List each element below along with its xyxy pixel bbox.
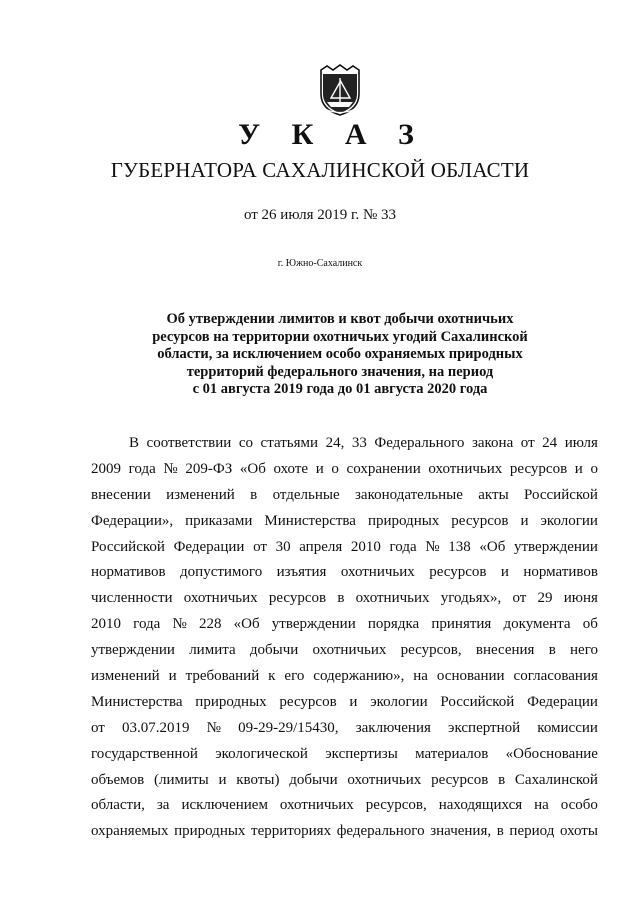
body-word: значения, bbox=[430, 823, 492, 840]
body-word: природных bbox=[367, 512, 440, 529]
body-word: квоты) bbox=[236, 771, 280, 788]
body-word: года bbox=[133, 616, 161, 633]
body-word: материалов bbox=[415, 745, 489, 762]
body-word: законодательные bbox=[354, 486, 463, 503]
body-word: нормативов bbox=[91, 564, 166, 581]
body-line bbox=[91, 638, 598, 664]
body-word: о bbox=[590, 460, 598, 477]
body-word: и bbox=[218, 771, 227, 788]
body-word: охраняемых bbox=[91, 823, 169, 840]
body-word: государственной bbox=[91, 745, 198, 762]
body-word: 2009 bbox=[91, 460, 121, 477]
body-word: к bbox=[268, 668, 276, 685]
body-word: закона bbox=[471, 435, 514, 451]
coat-of-arms-emblem bbox=[317, 64, 363, 116]
body-word: Министерства bbox=[91, 693, 183, 710]
body-word: и bbox=[168, 668, 177, 685]
body-line bbox=[91, 560, 598, 586]
body-word: утверждении bbox=[514, 538, 598, 555]
body-word: «Об bbox=[239, 460, 266, 477]
body-word: охоте bbox=[273, 460, 309, 477]
body-word: нормативов bbox=[523, 564, 598, 581]
document-title: У К А З bbox=[238, 118, 426, 151]
body-word: ресурсов bbox=[451, 512, 509, 529]
body-word: в bbox=[250, 486, 258, 503]
body-word: июня bbox=[563, 590, 598, 607]
body-word: 2010 bbox=[350, 538, 381, 555]
body-word: ресурсов bbox=[279, 693, 337, 710]
body-word: о bbox=[331, 460, 339, 477]
body-word: ресурсов bbox=[509, 460, 568, 477]
body-word: в bbox=[498, 771, 506, 788]
body-word: внесения bbox=[475, 642, 535, 659]
body-line bbox=[91, 793, 598, 819]
body-word: ресурсов bbox=[431, 771, 489, 788]
heading-line: с 01 августа 2019 года до 01 августа 2020 года bbox=[192, 381, 488, 397]
body-word: приказами bbox=[185, 512, 253, 529]
body-word: экспертной bbox=[448, 719, 521, 736]
body-word: угодьях», bbox=[440, 590, 502, 607]
body-line bbox=[91, 457, 598, 483]
body-word: 228 bbox=[198, 616, 222, 633]
body-word: лимита bbox=[189, 642, 236, 659]
body-word: соответствии bbox=[146, 435, 232, 451]
decree-body bbox=[91, 431, 598, 845]
body-word: экологии bbox=[370, 693, 428, 710]
body-line bbox=[91, 716, 598, 742]
body-word: «Об bbox=[233, 616, 260, 633]
body-word: 209-ФЗ bbox=[185, 460, 233, 477]
heading-line: области, за исключением особо охраняемых природных bbox=[157, 346, 523, 362]
body-word: особо bbox=[560, 797, 598, 814]
body-word: внесении bbox=[91, 486, 151, 503]
body-word: него bbox=[570, 642, 598, 659]
body-word: допустимого bbox=[180, 564, 263, 581]
body-word: июля bbox=[564, 435, 598, 451]
body-word: и bbox=[574, 460, 583, 477]
body-word: статьями bbox=[260, 435, 319, 451]
body-word: 29 bbox=[537, 590, 553, 607]
body-line bbox=[91, 690, 598, 716]
body-word: природных bbox=[195, 693, 267, 710]
body-word: № bbox=[172, 616, 187, 633]
body-word: 24 bbox=[542, 435, 558, 451]
body-word: комиссии bbox=[537, 719, 598, 736]
body-word: Сахалинской bbox=[514, 771, 598, 788]
body-word: года bbox=[128, 460, 156, 477]
body-word: изменений bbox=[166, 486, 235, 503]
body-word: Российской bbox=[440, 693, 515, 710]
body-word: «Об bbox=[479, 538, 506, 555]
body-word: документа bbox=[503, 616, 571, 633]
body-word: и bbox=[520, 512, 529, 529]
body-line bbox=[91, 768, 598, 794]
body-line bbox=[91, 664, 598, 690]
city-line: г. Южно-Сахалинск bbox=[277, 258, 363, 269]
body-word: изменений bbox=[91, 668, 160, 685]
document-subtitle: ГУБЕРНАТОРА САХАЛИНСКОЙ ОБЛАСТИ bbox=[110, 158, 530, 182]
body-word: охотничьих bbox=[340, 564, 415, 581]
body-word: добычи bbox=[249, 642, 299, 659]
body-word: 30 bbox=[275, 538, 291, 555]
body-word: в bbox=[496, 823, 504, 840]
body-line bbox=[91, 819, 598, 845]
body-word: от bbox=[253, 538, 267, 555]
heading-line: Об утверждении лимитов и квот добычи охотничьих bbox=[166, 311, 514, 327]
body-word: экологии bbox=[540, 512, 598, 529]
heading-line: территорий федерального значения, на период bbox=[186, 363, 494, 380]
body-word: утверждении bbox=[91, 642, 175, 659]
body-word: в bbox=[337, 590, 345, 607]
body-word: требований bbox=[185, 668, 260, 685]
body-word: период bbox=[509, 823, 555, 840]
body-word: исключением bbox=[181, 797, 268, 814]
body-word: ресурсов, bbox=[400, 642, 462, 659]
body-word: территориях bbox=[251, 823, 332, 840]
body-line bbox=[91, 742, 598, 768]
body-word: от bbox=[91, 719, 105, 736]
body-word: «Обоснование bbox=[505, 745, 598, 762]
body-word: его bbox=[284, 668, 305, 685]
body-word: Российской bbox=[524, 486, 598, 503]
body-word: основании bbox=[436, 668, 505, 685]
body-word: 2010 bbox=[91, 616, 121, 633]
body-word: порядка bbox=[367, 616, 420, 633]
body-word: утверждении bbox=[271, 616, 356, 633]
body-word: заключения bbox=[355, 719, 431, 736]
body-word: численности bbox=[91, 590, 173, 607]
body-word: ресурсов bbox=[268, 590, 327, 607]
body-word: Министерства bbox=[264, 512, 356, 529]
body-word: на bbox=[413, 668, 428, 685]
body-line bbox=[91, 535, 598, 561]
body-word: за bbox=[156, 797, 170, 814]
decree-heading bbox=[120, 311, 560, 399]
body-word: изъятия bbox=[276, 564, 327, 581]
body-word: экологической bbox=[215, 745, 308, 762]
body-word: Российской bbox=[91, 538, 165, 555]
body-word: года bbox=[389, 538, 417, 555]
body-word: охотничьих bbox=[347, 771, 422, 788]
body-word: в bbox=[548, 642, 556, 659]
body-line bbox=[91, 483, 598, 509]
body-word: сохранении bbox=[346, 460, 421, 477]
body-word: 33 bbox=[351, 435, 367, 451]
body-line bbox=[91, 612, 598, 638]
body-word: согласования bbox=[513, 668, 598, 685]
body-word: охотничьих bbox=[279, 797, 354, 814]
heading-line: ресурсов на территории охотничьих угодий Сахалинской bbox=[152, 328, 528, 345]
body-line bbox=[91, 586, 598, 612]
body-word: находящихся bbox=[438, 797, 523, 814]
body-word: В bbox=[129, 435, 140, 451]
body-word: охотничьих bbox=[312, 642, 387, 659]
body-word: Федерации», bbox=[91, 512, 174, 529]
body-word: апреля bbox=[299, 538, 343, 555]
body-word: со bbox=[238, 435, 254, 451]
body-word: Федерации bbox=[173, 538, 245, 555]
body-word: 03.07.2019 bbox=[122, 719, 190, 736]
body-word: объемов bbox=[91, 771, 145, 788]
body-word: и bbox=[500, 564, 509, 581]
body-word: № bbox=[425, 538, 440, 555]
body-word: Федерации bbox=[527, 693, 598, 710]
body-word: содержанию», bbox=[313, 668, 405, 685]
body-word: (лимиты bbox=[154, 771, 209, 788]
body-word: 24, bbox=[325, 435, 345, 451]
body-word: ресурсов, bbox=[365, 797, 427, 814]
body-line bbox=[91, 431, 598, 457]
body-word: № bbox=[163, 460, 178, 477]
body-word: от bbox=[512, 590, 527, 607]
body-word: акты bbox=[478, 486, 509, 503]
body-word: ресурсов bbox=[429, 564, 487, 581]
body-word: и bbox=[315, 460, 324, 477]
body-word: охоты bbox=[559, 823, 598, 840]
body-word: № bbox=[206, 719, 221, 736]
body-line bbox=[91, 509, 598, 535]
body-word: добычи bbox=[289, 771, 338, 788]
body-word: отдельные bbox=[272, 486, 340, 503]
body-word: федерального bbox=[336, 823, 425, 840]
body-word: охотничьих bbox=[428, 460, 503, 477]
body-word: от bbox=[520, 435, 535, 451]
body-word: Федерального bbox=[374, 435, 465, 451]
body-word: 138 bbox=[448, 538, 471, 555]
body-word: на bbox=[534, 797, 549, 814]
date-line: от 26 июля 2019 г. № 33 bbox=[243, 207, 397, 223]
body-word: области, bbox=[91, 797, 145, 814]
body-word: 09-29-29/15430, bbox=[238, 719, 339, 736]
body-word: и bbox=[349, 693, 358, 710]
body-word: экспертизы bbox=[325, 745, 398, 762]
body-word: охотничьих bbox=[183, 590, 258, 607]
body-word: охотничьих bbox=[355, 590, 430, 607]
body-word: об bbox=[582, 616, 598, 633]
body-word: природных bbox=[174, 823, 246, 840]
body-word: принятия bbox=[431, 616, 492, 633]
